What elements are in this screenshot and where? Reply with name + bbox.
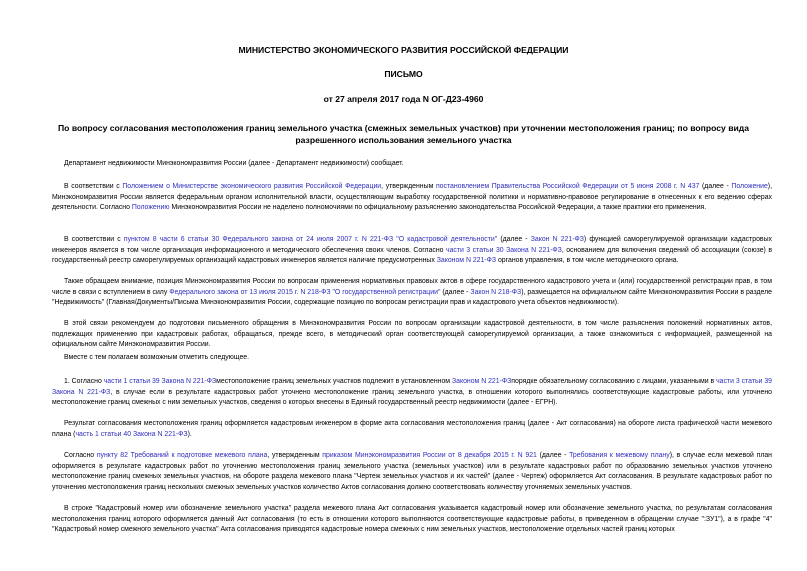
link-law-218[interactable]: Федерального закона от 13 июля 2015 г. N 218-ФЗ "О государственной регистрации"	[169, 288, 441, 296]
text: (далее -	[536, 452, 570, 459]
paragraph-item-1	[52, 377, 772, 409]
text: ), в случае если межевой план оформляется в результате кадастровых работ по уточнению местоположения границ земельного участка (земельных участков) или в результате кадастровых работ по образованию земельных участков уточнено местоположение границ смежных земельных участков, на обороте раздела межевого плана "Чертеж земельных участков и их частей" (далее - Чертеж) оформляется Акт согласования. В результате кадастровых работ по уточнению местоположения границ нескольких смежных земельных участков количество Актов согласования должно соответствовать количеству уточняемых земельных участков.	[52, 452, 772, 491]
paragraph-cadastral-law	[52, 235, 772, 267]
text: Департамент недвижимости Минэкономразвития России (далее - Департамент недвижимости) сообщает.	[64, 160, 404, 167]
text: , утвержденным	[267, 452, 323, 459]
text: органов управления, в том числе методического органа.	[496, 257, 679, 265]
text: Согласно	[64, 452, 97, 459]
text: (далее -	[699, 183, 732, 190]
paragraph-requirements	[52, 451, 772, 493]
paragraph-regulation	[52, 182, 772, 214]
text: Результат согласования местоположения границ оформляется кадастровым инженером в форме акта согласования местоположения границ (далее - Акт согласования) на обороте листа графической части межевого плана (	[52, 420, 772, 438]
document-subject: По вопросу согласования местоположения границ земельного участка (смежных земельных участков) при уточнении местоположения границ; по вопросу вида разрешенного использования земельного участка	[58, 123, 749, 145]
link-regulation[interactable]: Положение	[731, 183, 768, 190]
link-law-218-short[interactable]: Закон N 218-ФЗ	[470, 288, 522, 296]
text: , утвержденным	[381, 183, 436, 190]
ministry-title: МИНИСТЕРСТВО ЭКОНОМИЧЕСКОГО РАЗВИТИЯ РОССИЙСКОЙ ФЕДЕРАЦИИ	[238, 45, 569, 55]
document-date-number: от 27 апреля 2017 года N ОГ-Д23-4960	[323, 94, 484, 104]
text: ) функцией саморегулируемой организации кадастровых инженеров является в том числе организация информационного и методического обеспечения своих членов. Согласно	[52, 236, 772, 254]
paragraph-position-site	[52, 277, 772, 309]
link-law-221-article-39-part-3[interactable]: части 3 статьи 39 Закона N 221-ФЗ	[52, 378, 772, 396]
link-law-221-article-30[interactable]: пунктом 8 части 6 статьи 30 Федерального закона от 24 июля 2007 г. N 221-ФЗ "О кадастровой деятельности"	[123, 236, 498, 243]
link-order-921[interactable]: приказом Минэкономразвития России от 8 декабря 2015 г. N 921	[322, 452, 537, 459]
link-regulation-ministry[interactable]: Положением о Министерстве экономического развития Российской Федерации	[122, 183, 382, 190]
text: Вместе с тем полагаем возможным отметить следующее.	[64, 354, 250, 361]
link-law-221-part-3[interactable]: части 3 статьи 30 Закона N 221-ФЗ	[445, 246, 562, 254]
text: В соответствии с	[64, 183, 123, 190]
link-law-221[interactable]: Закон N 221-ФЗ	[530, 236, 584, 243]
link-law-221-3[interactable]: Законом N 221-ФЗ	[451, 378, 512, 385]
text: 1. Согласно	[64, 378, 104, 385]
paragraph-cadastral-number	[52, 504, 772, 536]
text: В этой связи рекомендуем до подготовки письменного обращения в Минэкономразвития России по вопросам организации кадастровой деятельности, в том числе разъяснения положений нормативных актов, подлежащих применению при кадастровых работах, обращаться, прежде всего, в методический орган соответствующей саморегулируемой организации, а также ознакомиться с информацией, размещенной на официальном сайте Минэкономразвития России.	[52, 320, 772, 349]
paragraph-act-result	[52, 419, 772, 440]
paragraph-note	[52, 353, 772, 364]
text: ).	[187, 430, 192, 438]
link-regulation-2[interactable]: Положению	[131, 204, 170, 212]
text: ), размещается на официальном сайте Минэкономразвития России в разделе "Недвижимость" (Главная/Документы/Письма Минэкономразвития России, содержащие позицию по вопросам регистрации прав и кадастрового учета объектов недвижимости).	[52, 288, 773, 307]
link-law-221-2[interactable]: Законом N 221-ФЗ	[436, 257, 497, 265]
text: В строке "Кадастровый номер или обозначение земельного участка" раздела межевого плана Акт согласования указывается кадастровый номер или обозначение земельного участка, по результатам согласования местоположения границ которого оформляется данный Акт согласования (то есть в отношении которого выполняются соответствующие кадастровые работы, в приведенном в обращении случае ":ЗУ1"), а в графе "4" "Кадастровый номер смежного земельного участка" Акта согласования приводятся кадастровые номера смежных с ним земельных участков, местоположение отдельных частей границ которых	[52, 505, 772, 534]
text: , в случае если в результате кадастровых работ уточнено местоположение границ земельного участка, в отношении которого выполнялись соответствующие кадастровые работы, или уточнено местоположение границ смежных с ним земельных участков, сведения о которых внесены в Единый государственный реестр недвижимости (далее - ЕГРН).	[52, 388, 772, 407]
text: (далее -	[440, 288, 471, 296]
text: порядке обязательному согласованию с лицами, указанными в	[511, 378, 717, 385]
link-requirements-plan[interactable]: Требования к межевому плану	[569, 452, 670, 459]
text: ), Минэкономразвития России является федеральным органом исполнительной власти, осуществляющим выработку государственной политики и нормативно-правовое регулирование в отнесенных к его ведению сферах деятельности. Согласно	[52, 183, 773, 212]
link-government-decree[interactable]: постановлением Правительства Российской Федерации от 5 июня 2008 г. N 437	[435, 183, 700, 190]
text: , основанием для включения сведений об ассоциации (союзе) в государственный реестр саморегулируемых организаций кадастровых инженеров является наличие предусмотренных	[52, 246, 772, 265]
link-law-221-article-40[interactable]: часть 1 статьи 40 Закона N 221-ФЗ	[75, 430, 188, 438]
link-law-221-article-39[interactable]: части 1 статьи 39 Закона N 221-ФЗ	[103, 378, 217, 385]
text: В соответствии с	[64, 236, 124, 243]
paragraph-recommendation	[52, 319, 772, 351]
text: Также обращаем внимание, позиция Минэкономразвития России по вопросам применения нормативных правовых актов в сфере государственного кадастрового учета и (или) государственной регистрации прав, в том числе в связи с вступлением в силу	[52, 278, 772, 296]
document-type: ПИСЬМО	[384, 69, 423, 79]
text: Минэкономразвития России не наделено полномочиями по официальному разъяснению законодательства Российской Федерации, а также практики его применения.	[169, 204, 707, 212]
link-requirements-item-82[interactable]: пункту 82 Требований к подготовке межевого плана	[96, 452, 268, 459]
text: местоположение границ земельных участков подлежит в установленном	[216, 378, 452, 385]
paragraph-intro	[52, 159, 772, 170]
text: (далее -	[497, 236, 531, 243]
